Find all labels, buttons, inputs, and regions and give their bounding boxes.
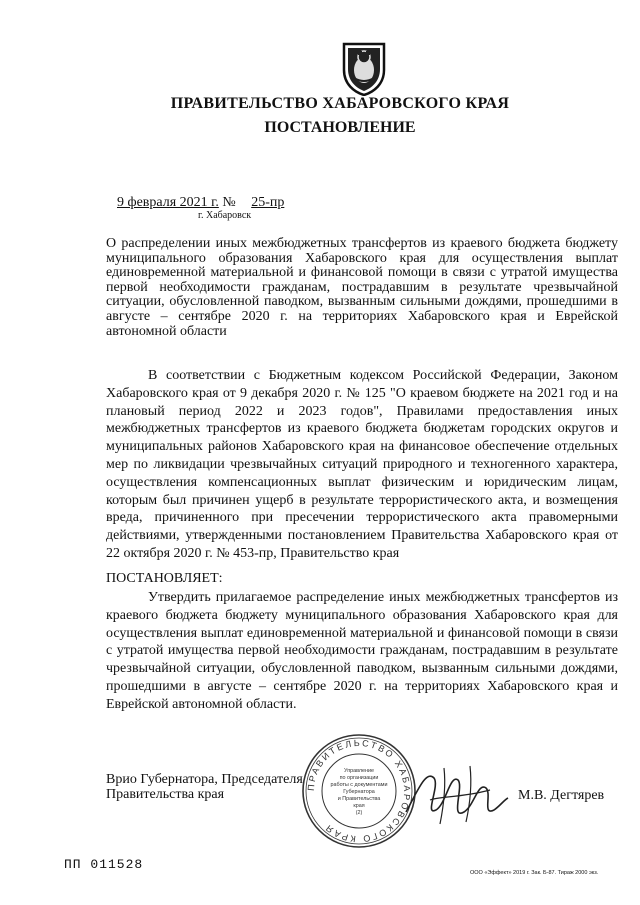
government-title: ПРАВИТЕЛЬСТВО ХАБАРОВСКОГО КРАЯ	[170, 95, 510, 112]
seal-line-2: по организации	[339, 775, 379, 781]
handwritten-signature-icon	[400, 760, 510, 830]
seal-line-4: Губернатора	[343, 789, 375, 795]
seal-line-1: Управление	[344, 768, 374, 774]
form-serial-number: ПП 011528	[64, 857, 144, 872]
coat-of-arms-icon	[340, 40, 388, 96]
decree-word: ПОСТАНОВЛЯЕТ:	[106, 571, 223, 586]
document-date: 9 февраля 2021 г.	[117, 195, 219, 210]
seal-ring-text: ПРАВИТЕЛЬСТВО ХАБАРОВСКОГО КРАЯ	[305, 737, 413, 845]
seal-line-6: края	[353, 803, 365, 809]
number-label: №	[222, 195, 236, 210]
position-line-2: Правительства края	[106, 787, 225, 802]
document-number: 25-пр	[251, 195, 285, 210]
seal-line-7: (2)	[355, 810, 363, 816]
preamble-paragraph: В соответствии с Бюджетным кодексом Российской Федерации, Законом Хабаровского края от 9 декабря 2020 г. № 125 "О краевом бюджете на 2021 год и на плановый период 2022 и 2023 годов", Правилами предоставления иных межбюджетных трансфертов из краевого бюджета бюджетам городских округов и муниципальных районов Хабаровского края на финансовое обеспечение отдельных мер по ликвидации чрезвычайных ситуаций природного и техногенного характера, осуществления компенсационных выплат физическим и юридическим лицам, которым был причинен ущерб в результате террористического акта, и возмещения вреда, причиненного при пресечении террористического акта правомерными действиями, утвержденными постановлением Правительства Хабаровского края от 22 октября 2020 г. № 453-пр, Правительство края	[106, 368, 618, 561]
position-line-1: Врио Губернатора, Председателя	[106, 772, 303, 787]
printer-imprint: ООО «Эффект» 2019 г. Зак. Б-87. Тираж 2000 экз.	[470, 870, 599, 876]
document-subject: О распределении иных межбюджетных трансфертов из краевого бюджета бюджету муниципального образования Хабаровского края для осуществления выплат единовременной материальной и финансовой помощи в связи с утратой имущества первой необходимости гражданам, пострадавшим в результате чрезвычайной ситуации, обусловленной паводком, вызванным сильными дождями, прошедшими в августе – сентябре 2020 г. на территориях Хабаровского края и Еврейской автономной области	[106, 236, 618, 339]
document-type: ПОСТАНОВЛЕНИЕ	[264, 119, 416, 136]
seal-line-5: и Правительства	[337, 796, 381, 802]
signatory-position	[106, 772, 303, 802]
seal-line-3: работы с документами	[330, 782, 388, 788]
signatory-name: М.В. Дегтярев	[518, 788, 605, 803]
decree-paragraph: Утвердить прилагаемое распределение иных межбюджетных трансфертов из краевого бюджета бюджету муниципального образования Хабаровского края для осуществления выплат единовременной материальной и финансовой помощи в связи с утратой имущества первой необходимости гражданам, пострадавшим в результате чрезвычайной ситуации, обусловленной паводком, вызванным сильными дождями, прошедшими в августе – сентябре 2020 г. на территориях Хабаровского края и Еврейской автономной области.	[106, 590, 618, 712]
city-label: г. Хабаровск	[198, 210, 252, 221]
date-number-line	[117, 195, 298, 211]
